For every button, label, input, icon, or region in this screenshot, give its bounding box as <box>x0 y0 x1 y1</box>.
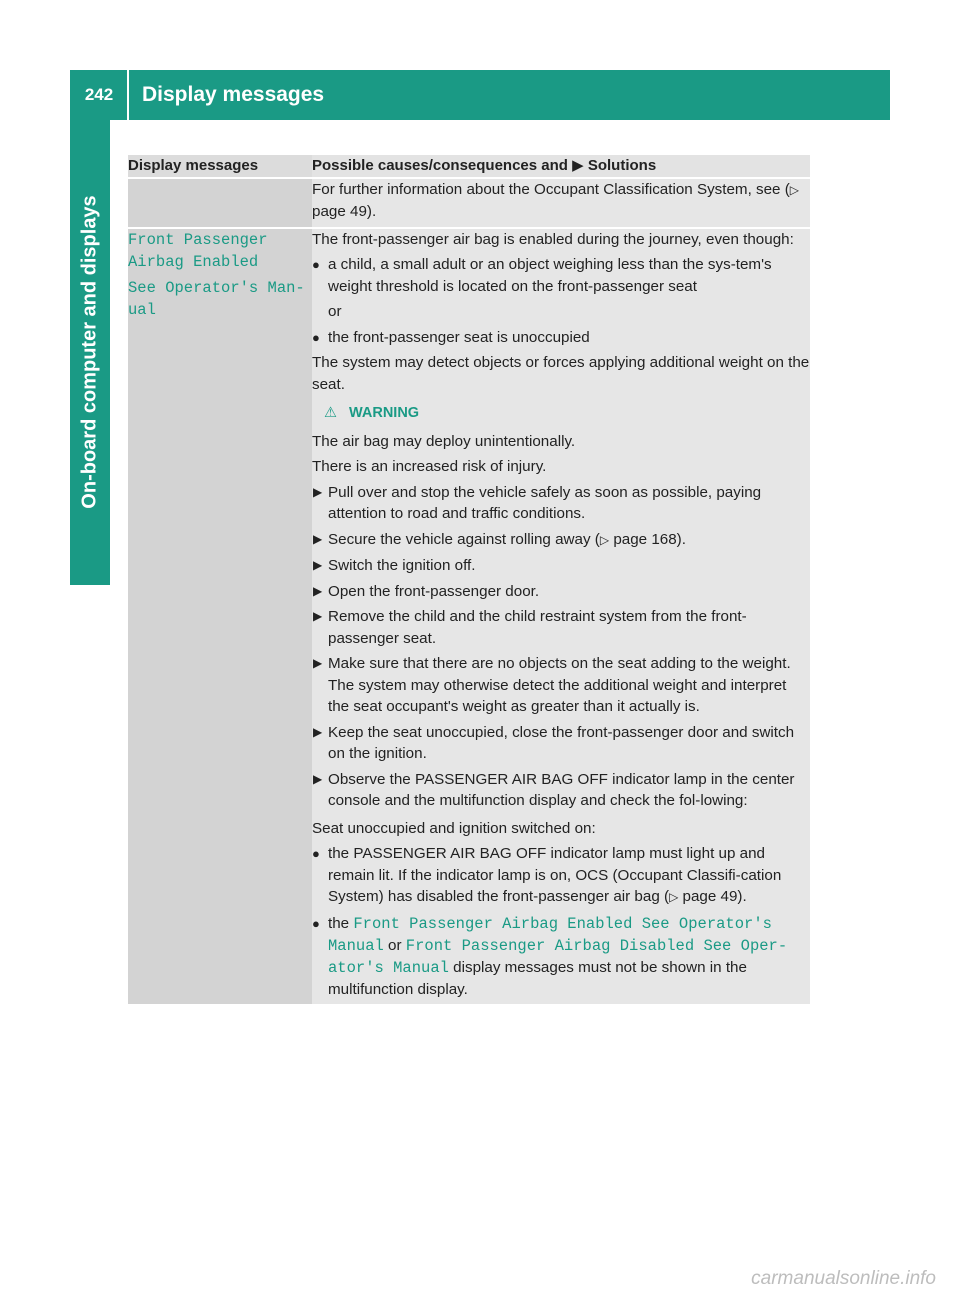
arrow-right-icon: ▶ <box>313 771 323 786</box>
list-item: ▶ Switch the ignition off. <box>312 555 810 577</box>
triangle-right-icon: ▷ <box>789 182 800 197</box>
list-item: ▶ Make sure that there are no objects on the seat adding to the weight. The system may otherwise detect the additional weight and interpret the seat occupant's weight as greater than it actually is. <box>313 655 791 715</box>
arrow-right-icon: ▶ <box>313 656 323 670</box>
table-row <box>128 229 810 1005</box>
list-item: ▶ Pull over and stop the vehicle safely as soon as possible, paying attention to road and traffic conditions. <box>313 483 762 522</box>
arrow-right-icon: ▶ <box>572 157 584 174</box>
list-item: ● the PASSENGER AIR BAG OFF indicator lamp must light up and remain lit. If the indicator lamp is on, OCS (Occupant Classifi-cation System) has disabled the front-passenger air bag (▷ page 49). <box>312 845 782 905</box>
display-message-line: ual <box>128 300 156 319</box>
display-message-cell <box>128 229 312 1005</box>
occupant-classification-note: For further information about the Occupant Classification System, see (▷ page 49). <box>312 180 800 220</box>
display-message-ref: Front Passenger Airbag Enabled See Operator's Manual <box>328 914 772 955</box>
triangle-right-icon: ▷ <box>599 532 610 547</box>
list-item: ● a child, a small adult or an object weighing less than the sys-tem's weight threshold is located on the front-passenger seat <box>312 256 772 295</box>
arrow-right-icon: ▶ <box>313 609 323 623</box>
list-item: ● the front-passenger seat is unoccupied <box>312 327 810 349</box>
bullet-icon: ● <box>312 915 320 931</box>
display-messages-table <box>128 155 810 1004</box>
warning-triangle-icon: ⚠ <box>324 405 337 421</box>
list-item: ▶ Open the front-passenger door. <box>312 581 810 603</box>
display-message-ref: Front Passenger Airbag Disabled See Oper-ator's Manual <box>328 936 788 977</box>
col-header-messages: Display messages <box>128 155 312 177</box>
list-item: ▶ Keep the seat unoccupied, close the front-passenger door and switch on the ignition. <box>313 723 795 762</box>
page-number: 242 <box>84 85 114 104</box>
list-item: ▶ Remove the child and the child restraint system from the front-passenger seat. <box>313 608 747 647</box>
arrow-right-icon: ▶ <box>313 484 323 499</box>
arrow-right-icon: ▶ <box>313 531 323 546</box>
side-tab-label: On-board computer and displays <box>78 195 101 509</box>
bullet-icon: ● <box>312 329 320 345</box>
display-message-line: Airbag Enabled <box>128 252 259 271</box>
col-header-solutions: Possible causes/consequences and ▶ Solutions <box>312 155 810 177</box>
arrow-right-icon: ▶ <box>313 583 323 598</box>
page-title: Display messages <box>142 83 325 106</box>
list-item: ● the Front Passenger Airbag Enabled See Operator's Manual or Front Passenger Airbag Disabled See Oper-ator's Manual display messages must not be shown in the multifunction display. <box>312 914 788 998</box>
display-message-line: Front Passenger <box>128 230 268 249</box>
arrow-right-icon: ▶ <box>313 558 323 572</box>
bullet-icon: ● <box>312 257 320 272</box>
bullet-icon: ● <box>312 846 320 861</box>
watermark: carmanualsonline.info <box>751 1268 936 1289</box>
display-message-line: See Operator's Man- <box>128 278 305 297</box>
triangle-right-icon: ▷ <box>669 890 679 904</box>
solutions-cell: The front-passenger air bag is enabled during the journey, even though: ● a child, a small adult or an object weighing less than the sys-tem's weight threshold is located on the front-passenger seat or ● the front-passenger seat is unoccupied The system may detect objects or forces applying additional weight on the seat. ⚠ WARNING The air bag may deploy unintentionally. There is an increased risk of injury. ▶ Pull over and stop the vehicle safely as soon as possible, paying attention to road and traffic conditions. ▶ Secure the vehicle against rolling away (▷ page 168). ▶ Switch the ignition off. ▶ Open the front-passenger door. ▶ Remove the child and the child restraint system from the front-passenger seat. ▶ Make sure that there are no objects on the seat adding to the weight. The system may otherwise detect the additional weight and interpret the seat occupant's weight as greater than it actually is. ▶ Keep the seat unoccupied, close the front-passenger door and switch on the ignition. ▶ Observe the PASSENGER AIR BAG OFF indicator lamp in the center console and the multifunction display and check the fol-lowing: Seat unoccupied and ignition switched on: ● the PASSENGER AIR BAG OFF indicator lamp must light up and remain lit. If the indicator lamp is on, OCS (Occupant Classifi-cation System) has disabled the front-passenger air bag (▷ page 49). ● the Front Passenger Airbag Enabled See Operator's Manual or Front Passenger Airbag Disabled See Oper-ator's Manual display messages must not be shown in the multifunction display. <box>312 229 810 1005</box>
side-tab-marker <box>70 540 110 585</box>
list-item: ▶ Secure the vehicle against rolling away (▷ page 168). <box>312 529 810 552</box>
table-row <box>128 179 810 227</box>
table-header-row <box>128 155 810 177</box>
list-item: ▶ Observe the PASSENGER AIR BAG OFF indicator lamp in the center console and the multifunction display and check the fol-lowing: <box>313 770 795 809</box>
header-divider <box>127 70 129 120</box>
arrow-right-icon: ▶ <box>313 724 323 739</box>
warning-heading: ⚠ WARNING <box>324 405 420 421</box>
